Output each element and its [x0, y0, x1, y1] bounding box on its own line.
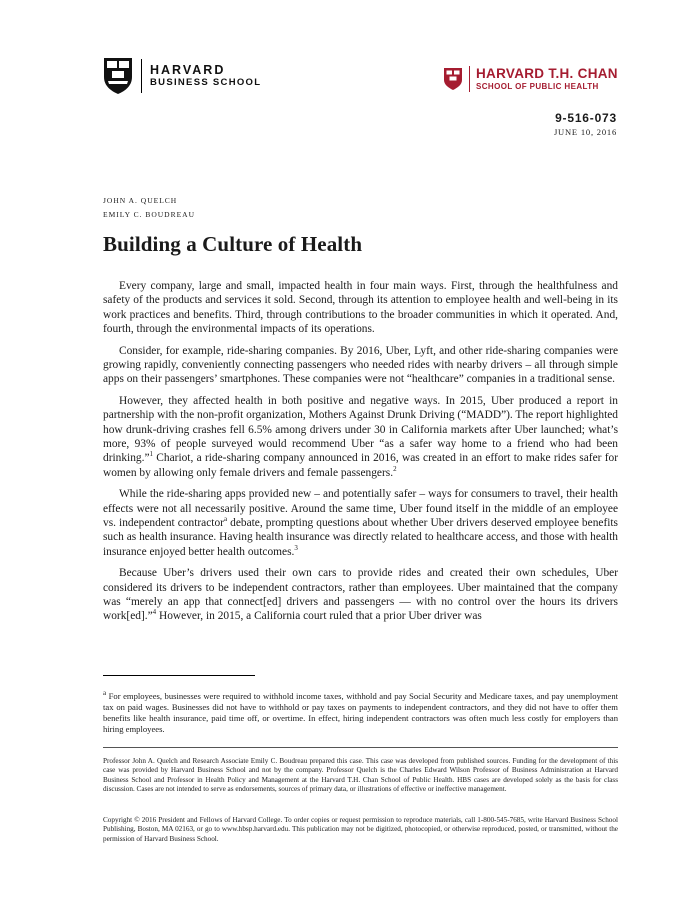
- author-2: EMILY C. BOUDREAU: [103, 210, 196, 219]
- footnote-text: For employees, businesses were required to withhold income taxes, withhold and pay Social Security and Medicare taxes, and pay unemployment tax on paid wages. Businesses did not have to withhold or pay taxes on payments to independent contractors, and they did not have to offer them benefits like health insurance, paid time off, or overtime. In effect, hiring independent contractors was often much less costly for employers than hiring employees.: [103, 691, 618, 734]
- endnote-ref-4: 4: [152, 608, 157, 617]
- endnote-ref-3: 3: [294, 543, 298, 552]
- document-title: Building a Culture of Health: [103, 232, 363, 256]
- endnote-ref-1: 1: [149, 450, 154, 459]
- hbs-name-line1: HARVARD: [150, 63, 226, 77]
- chan-name-line2: SCHOOL OF PUBLIC HEALTH: [476, 82, 599, 91]
- chan-name-line1: HARVARD T.H. CHAN: [476, 66, 618, 81]
- body-text: [103, 279, 618, 631]
- paragraph-2: Consider, for example, ride-sharing companies. By 2016, Uber, Lyft, and other ride-sharing companies were growing rapidly, conveniently connecting passengers who needed rides with nearby drivers – all through simple apps on their passengers’ smartphones. These companies were not “healthcare” companies in a traditional sense.: [103, 344, 618, 386]
- endnote-ref-2: 2: [393, 464, 397, 473]
- hbs-name-line2: BUSINESS SCHOOL: [150, 77, 262, 88]
- footnote-rule: [103, 675, 255, 676]
- footnote-marker: a: [103, 689, 107, 698]
- footnote: [103, 691, 618, 735]
- footer-divider: [103, 747, 618, 748]
- hbs-shield-icon: [103, 57, 133, 95]
- paragraph-3: However, they affected health in both positive and negative ways. In 2015, Uber produced a report in partnership with the non-profit organization, Mothers Against Drunk Driving (“MADD”). The report highlighted how drunk-driving crashes fell 6.5% among drivers under 30 in California markets after Uber launched; what’s more, 93% of people surveyed would recommend Uber “as a safer way home to a friend who had been drinking.”$^1$ Chariot, a ride-sharing company announced in 2016, was created in an effort to make rides safer for women by allowing only female drivers and female passengers.$^2$: [103, 395, 618, 479]
- author-1: JOHN A. QUELCH: [103, 196, 178, 205]
- chan-shield-icon: [443, 67, 463, 91]
- preparation-note: Professor John A. Quelch and Research Associate Emily C. Boudreau prepared this case. This case was developed from published sources. Funding for the development of this case was provided by Harvard Business School and not by the company. Professor Quelch is the Charles Edward Wilson Professor of Business Administration at Harvard Business School and Professor in Health Policy and Management at the Harvard T.H. Chan School of Public Health. HBS cases are developed solely as the basis for class discussion. Cases are not intended to serve as endorsements, sources of primary data, or illustrations of effective or ineffective management.: [103, 757, 618, 794]
- paragraph-5: Because Uber’s drivers used their own cars to provide rides and created their own schedules, Uber considered its drivers to be independent contractors, rather than employees. Uber maintained that the company was “merely an app that connect[ed] drivers and passengers — with no control over the hours its drivers work[ed].”$^4$ However, in 2015, a California court ruled that a prior Uber driver was: [103, 567, 618, 623]
- case-number: 9-516-073: [555, 111, 617, 125]
- footnote-ref-a: a: [223, 515, 228, 524]
- paragraph-1: Every company, large and small, impacted health in four main ways. First, through the healthfulness and safety of the products and services it sold. Second, through its attention to employee health and well-being in its work practices and benefits. Third, through contributions to the broader communities in which it operated. And, fourth, through the environmental impacts of its operations.: [103, 280, 618, 335]
- copyright-note: Copyright © 2016 President and Fellows of Harvard College. To order copies or request permission to reproduce materials, call 1-800-545-7685, write Harvard Business School Publishing, Boston, MA 02163, or go to www.hbsp.harvard.edu. This publication may not be digitized, photocopied, or otherwise reproduced, posted, or transmitted, without the permission of Harvard Business School.: [103, 816, 618, 843]
- case-date: JUNE 10, 2016: [553, 127, 617, 137]
- paragraph-4: While the ride-sharing apps provided new – and potentially safer – ways for consumers to travel, their health effects were not all necessarily positive. Around the same time, Uber found itself in the middle of an employee vs. independent contractor$^a$ debate, prompting questions about whether Uber drivers deserved employee benefits such as health insurance. Having health insurance was directly related to healthcare access, and those with health insurance enjoyed better health outcomes.$^3$: [103, 488, 618, 558]
- chan-logo: [443, 66, 618, 92]
- hbs-logo: [103, 57, 261, 95]
